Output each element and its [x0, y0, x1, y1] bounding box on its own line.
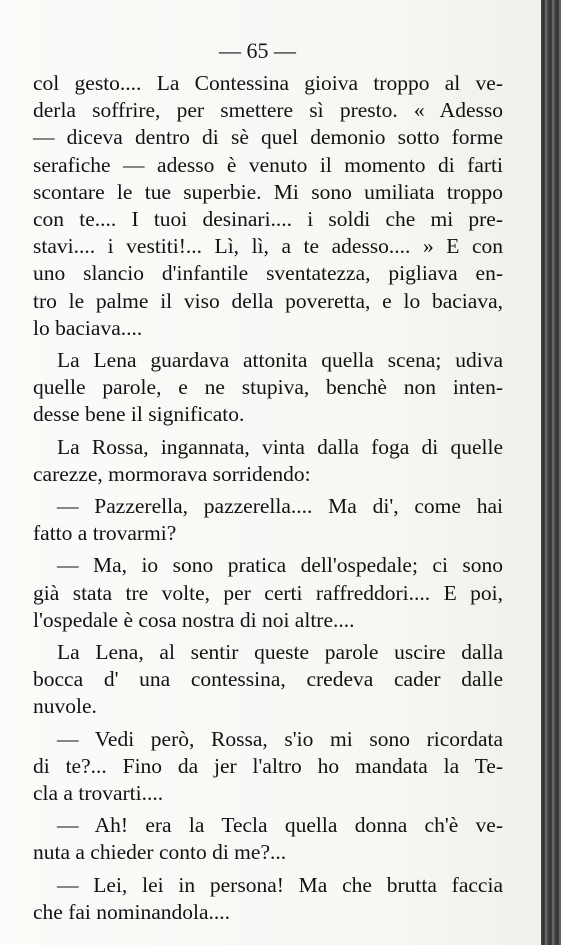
text-line: che fai nominandola....: [33, 899, 231, 924]
paragraph: [33, 639, 503, 721]
paragraph: [33, 434, 503, 488]
paragraph: [33, 70, 503, 342]
text-line: — Vedi però, Rossa, s'io mi sono ricordata: [57, 726, 503, 751]
text-line: col gesto.... La Contessina gioiva troppo al ve-: [33, 71, 503, 95]
text-line: serafiche — adesso è venuto il momento di farti: [33, 152, 503, 177]
body-text: [33, 70, 503, 926]
paragraph: [33, 347, 503, 429]
text-line: scontare le tue superbie. Mi sono umiliata troppo: [33, 179, 503, 204]
text-line: — diceva dentro di sè quel demonio sotto forme: [33, 125, 503, 150]
text-line: derla soffrire, per smettere sì presto. « Adesso: [33, 98, 503, 123]
text-line: — Ah! era la Tecla quella donna ch'è ve-: [57, 813, 503, 838]
text-line: nuvole.: [33, 694, 97, 719]
text-line: carezze, mormorava sorridendo:: [33, 461, 311, 486]
page-edge: [541, 0, 561, 945]
paragraph: [33, 493, 503, 547]
text-line: nuta a chieder conto di me?...: [33, 840, 287, 865]
paragraph: [33, 872, 503, 926]
text-line: l'ospedale è cosa nostra di noi altre....: [33, 607, 355, 632]
paragraph: [33, 552, 503, 634]
text-line: cla a trovarti....: [33, 781, 164, 806]
text-line: bocca d' una contessina, credeva cader dalle: [33, 667, 503, 692]
text-line: fatto a trovarmi?: [33, 521, 177, 546]
text-line: lo baciava....: [33, 315, 143, 340]
text-line: — Lei, lei in persona! Ma che brutta faccia: [57, 872, 503, 897]
text-line: quelle parole, e ne stupiva, benchè non inten-: [33, 375, 503, 400]
text-line: — Ma, io sono pratica dell'ospedale; ci sono: [57, 553, 503, 578]
text-line: stavi.... i vestiti!... Lì, lì, a te adesso.... » E con: [33, 234, 503, 259]
text-line: uno slancio d'infantile sventatezza, pigliava en-: [33, 261, 503, 286]
text-line: — Pazzerella, pazzerella.... Ma di', come hai: [57, 494, 503, 519]
text-line: con te.... I tuoi desinari.... i soldi che mi pre-: [33, 207, 503, 232]
text-line: desse bene il significato.: [33, 402, 245, 427]
text-line: di te?... Fino da jer l'altro ho mandata la Te-: [33, 753, 503, 778]
page-number: — 65 —: [219, 38, 296, 63]
text-line: La Rossa, ingannata, vinta dalla foga di quelle: [57, 434, 503, 459]
text-line: già stata tre volte, per certi raffreddori.... E poi,: [33, 580, 503, 605]
paragraph: [33, 812, 503, 866]
text-line: La Lena, al sentir queste parole uscire dalla: [57, 640, 503, 665]
text-line: tro le palme il viso della poveretta, e lo baciava,: [33, 288, 503, 313]
text-line: La Lena guardava attonita quella scena; udiva: [57, 348, 503, 373]
paragraph: [33, 726, 503, 808]
